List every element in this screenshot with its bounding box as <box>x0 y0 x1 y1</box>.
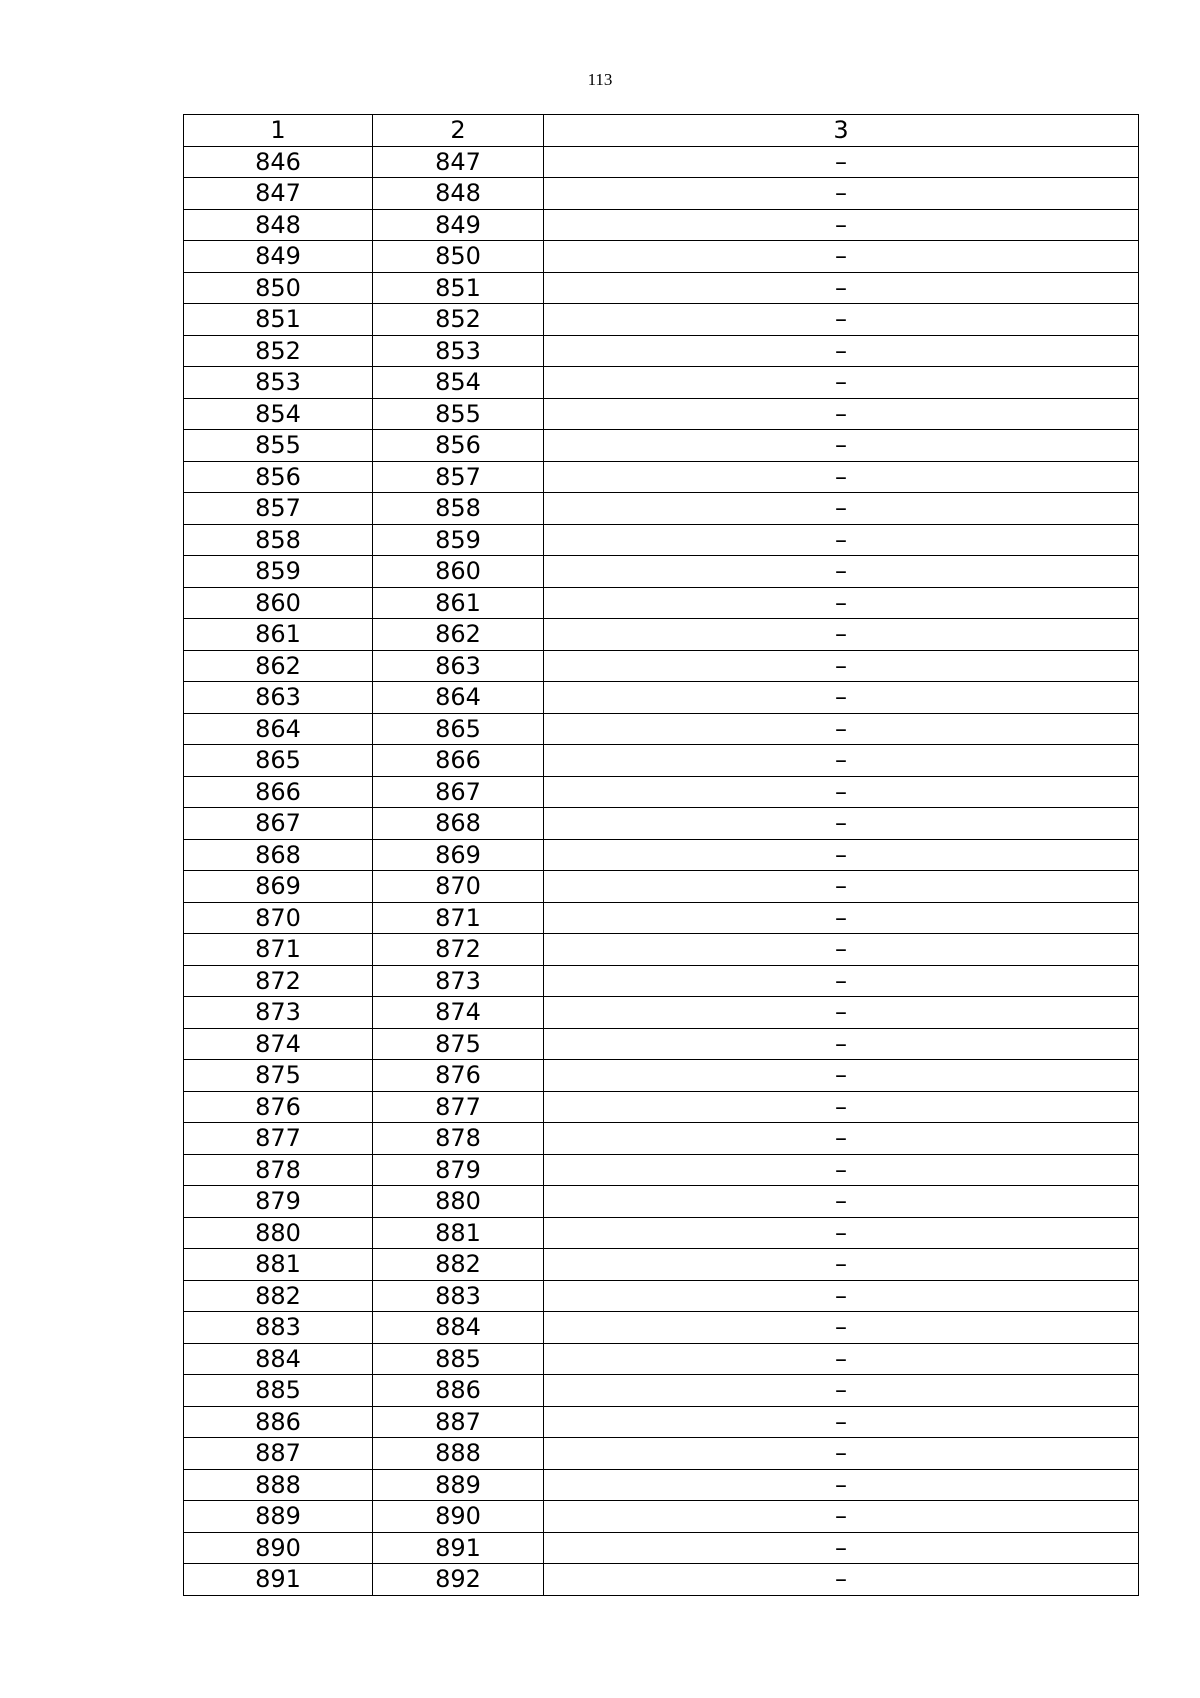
cell-col-3: – <box>544 902 1139 934</box>
cell-col-3: – <box>544 146 1139 178</box>
cell-col-1: 875 <box>184 1060 373 1092</box>
table-row <box>184 209 1139 241</box>
cell-col-1: 860 <box>184 587 373 619</box>
cell-col-3: – <box>544 1123 1139 1155</box>
cell-col-2: 883 <box>373 1280 544 1312</box>
cell-col-3: – <box>544 241 1139 273</box>
cell-col-3: – <box>544 619 1139 651</box>
table-row <box>184 745 1139 777</box>
cell-col-1: 853 <box>184 367 373 399</box>
cell-col-2: 891 <box>373 1532 544 1564</box>
table-row <box>184 1028 1139 1060</box>
cell-col-1: 874 <box>184 1028 373 1060</box>
cell-col-2: 859 <box>373 524 544 556</box>
cell-col-1: 884 <box>184 1343 373 1375</box>
table-row <box>184 430 1139 462</box>
cell-col-1: 871 <box>184 934 373 966</box>
column-header-2: 2 <box>373 115 544 147</box>
cell-col-3: – <box>544 1469 1139 1501</box>
cell-col-3: – <box>544 335 1139 367</box>
table-row <box>184 1249 1139 1281</box>
cell-col-2: 867 <box>373 776 544 808</box>
cell-col-1: 877 <box>184 1123 373 1155</box>
table-row <box>184 1060 1139 1092</box>
cell-col-3: – <box>544 1406 1139 1438</box>
cell-col-3: – <box>544 524 1139 556</box>
table-row <box>184 1343 1139 1375</box>
cell-col-2: 852 <box>373 304 544 336</box>
cell-col-3: – <box>544 209 1139 241</box>
cell-col-1: 854 <box>184 398 373 430</box>
cell-col-2: 880 <box>373 1186 544 1218</box>
cell-col-3: – <box>544 367 1139 399</box>
cell-col-1: 879 <box>184 1186 373 1218</box>
cell-col-1: 869 <box>184 871 373 903</box>
table-row <box>184 272 1139 304</box>
cell-col-2: 890 <box>373 1501 544 1533</box>
table-row <box>184 587 1139 619</box>
cell-col-3: – <box>544 272 1139 304</box>
cell-col-3: – <box>544 1060 1139 1092</box>
table-row <box>184 682 1139 714</box>
table-row <box>184 619 1139 651</box>
cell-col-2: 875 <box>373 1028 544 1060</box>
cell-col-2: 881 <box>373 1217 544 1249</box>
cell-col-3: – <box>544 1186 1139 1218</box>
table-header-row <box>184 115 1139 147</box>
cell-col-2: 886 <box>373 1375 544 1407</box>
table-row <box>184 902 1139 934</box>
cell-col-2: 865 <box>373 713 544 745</box>
cell-col-1: 872 <box>184 965 373 997</box>
cell-col-2: 853 <box>373 335 544 367</box>
cell-col-1: 873 <box>184 997 373 1029</box>
cell-col-3: – <box>544 1028 1139 1060</box>
table-row <box>184 1186 1139 1218</box>
table-row <box>184 1154 1139 1186</box>
cell-col-1: 846 <box>184 146 373 178</box>
cell-col-2: 847 <box>373 146 544 178</box>
data-table <box>183 114 1139 1596</box>
cell-col-1: 891 <box>184 1564 373 1596</box>
cell-col-1: 851 <box>184 304 373 336</box>
cell-col-2: 861 <box>373 587 544 619</box>
cell-col-3: – <box>544 1091 1139 1123</box>
table-row <box>184 304 1139 336</box>
cell-col-2: 860 <box>373 556 544 588</box>
table-row <box>184 146 1139 178</box>
column-header-3: 3 <box>544 115 1139 147</box>
table-row <box>184 1438 1139 1470</box>
table-row <box>184 650 1139 682</box>
cell-col-2: 889 <box>373 1469 544 1501</box>
cell-col-1: 848 <box>184 209 373 241</box>
table-row <box>184 556 1139 588</box>
cell-col-3: – <box>544 997 1139 1029</box>
table-row <box>184 1217 1139 1249</box>
cell-col-1: 876 <box>184 1091 373 1123</box>
cell-col-2: 866 <box>373 745 544 777</box>
cell-col-1: 855 <box>184 430 373 462</box>
cell-col-1: 858 <box>184 524 373 556</box>
cell-col-1: 889 <box>184 1501 373 1533</box>
cell-col-1: 864 <box>184 713 373 745</box>
cell-col-1: 867 <box>184 808 373 840</box>
cell-col-1: 880 <box>184 1217 373 1249</box>
cell-col-2: 868 <box>373 808 544 840</box>
table-row <box>184 178 1139 210</box>
cell-col-3: – <box>544 682 1139 714</box>
table-row <box>184 965 1139 997</box>
cell-col-3: – <box>544 776 1139 808</box>
table-row <box>184 1406 1139 1438</box>
cell-col-1: 882 <box>184 1280 373 1312</box>
cell-col-3: – <box>544 587 1139 619</box>
cell-col-2: 874 <box>373 997 544 1029</box>
table-row <box>184 493 1139 525</box>
table-row <box>184 1375 1139 1407</box>
table-row <box>184 997 1139 1029</box>
table-row <box>184 839 1139 871</box>
cell-col-2: 849 <box>373 209 544 241</box>
table-row <box>184 934 1139 966</box>
cell-col-2: 872 <box>373 934 544 966</box>
cell-col-2: 863 <box>373 650 544 682</box>
cell-col-3: – <box>544 556 1139 588</box>
cell-col-1: 857 <box>184 493 373 525</box>
cell-col-3: – <box>544 1217 1139 1249</box>
cell-col-3: – <box>544 1154 1139 1186</box>
cell-col-2: 878 <box>373 1123 544 1155</box>
table-row <box>184 1532 1139 1564</box>
table-row <box>184 871 1139 903</box>
table-row <box>184 1564 1139 1596</box>
table-row <box>184 808 1139 840</box>
table-row <box>184 1123 1139 1155</box>
cell-col-2: 871 <box>373 902 544 934</box>
cell-col-2: 877 <box>373 1091 544 1123</box>
cell-col-2: 848 <box>373 178 544 210</box>
table-row <box>184 398 1139 430</box>
cell-col-1: 861 <box>184 619 373 651</box>
cell-col-2: 855 <box>373 398 544 430</box>
table-row <box>184 1312 1139 1344</box>
cell-col-2: 879 <box>373 1154 544 1186</box>
cell-col-3: – <box>544 1501 1139 1533</box>
cell-col-2: 885 <box>373 1343 544 1375</box>
cell-col-2: 888 <box>373 1438 544 1470</box>
cell-col-1: 866 <box>184 776 373 808</box>
cell-col-1: 878 <box>184 1154 373 1186</box>
cell-col-2: 856 <box>373 430 544 462</box>
cell-col-1: 887 <box>184 1438 373 1470</box>
cell-col-1: 865 <box>184 745 373 777</box>
table-row <box>184 1469 1139 1501</box>
cell-col-3: – <box>544 871 1139 903</box>
cell-col-2: 858 <box>373 493 544 525</box>
cell-col-3: – <box>544 1280 1139 1312</box>
cell-col-2: 882 <box>373 1249 544 1281</box>
cell-col-2: 854 <box>373 367 544 399</box>
cell-col-1: 850 <box>184 272 373 304</box>
cell-col-2: 887 <box>373 1406 544 1438</box>
cell-col-1: 886 <box>184 1406 373 1438</box>
cell-col-3: – <box>544 934 1139 966</box>
table-row <box>184 367 1139 399</box>
cell-col-1: 852 <box>184 335 373 367</box>
table-body <box>184 146 1139 1595</box>
cell-col-3: – <box>544 1532 1139 1564</box>
cell-col-1: 881 <box>184 1249 373 1281</box>
cell-col-3: – <box>544 398 1139 430</box>
cell-col-2: 870 <box>373 871 544 903</box>
cell-col-2: 873 <box>373 965 544 997</box>
cell-col-1: 868 <box>184 839 373 871</box>
cell-col-3: – <box>544 965 1139 997</box>
cell-col-3: – <box>544 1375 1139 1407</box>
cell-col-2: 884 <box>373 1312 544 1344</box>
cell-col-3: – <box>544 1438 1139 1470</box>
cell-col-1: 849 <box>184 241 373 273</box>
cell-col-2: 892 <box>373 1564 544 1596</box>
cell-col-2: 876 <box>373 1060 544 1092</box>
cell-col-3: – <box>544 745 1139 777</box>
table-row <box>184 1091 1139 1123</box>
cell-col-2: 850 <box>373 241 544 273</box>
cell-col-1: 870 <box>184 902 373 934</box>
cell-col-3: – <box>544 808 1139 840</box>
cell-col-3: – <box>544 493 1139 525</box>
cell-col-1: 888 <box>184 1469 373 1501</box>
page-number: 113 <box>587 70 613 89</box>
cell-col-3: – <box>544 430 1139 462</box>
cell-col-3: – <box>544 1343 1139 1375</box>
cell-col-1: 847 <box>184 178 373 210</box>
cell-col-1: 890 <box>184 1532 373 1564</box>
column-header-1: 1 <box>184 115 373 147</box>
cell-col-3: – <box>544 713 1139 745</box>
cell-col-3: – <box>544 650 1139 682</box>
cell-col-1: 885 <box>184 1375 373 1407</box>
cell-col-1: 883 <box>184 1312 373 1344</box>
cell-col-3: – <box>544 1249 1139 1281</box>
cell-col-1: 863 <box>184 682 373 714</box>
cell-col-3: – <box>544 839 1139 871</box>
cell-col-1: 859 <box>184 556 373 588</box>
table-row <box>184 776 1139 808</box>
cell-col-2: 869 <box>373 839 544 871</box>
cell-col-1: 856 <box>184 461 373 493</box>
cell-col-3: – <box>544 1312 1139 1344</box>
cell-col-3: – <box>544 304 1139 336</box>
cell-col-2: 851 <box>373 272 544 304</box>
table-row <box>184 461 1139 493</box>
table-row <box>184 713 1139 745</box>
table-row <box>184 335 1139 367</box>
cell-col-3: – <box>544 461 1139 493</box>
table-row <box>184 241 1139 273</box>
table-row <box>184 1280 1139 1312</box>
cell-col-2: 857 <box>373 461 544 493</box>
cell-col-2: 864 <box>373 682 544 714</box>
table-row <box>184 1501 1139 1533</box>
table-row <box>184 524 1139 556</box>
cell-col-2: 862 <box>373 619 544 651</box>
cell-col-3: – <box>544 1564 1139 1596</box>
cell-col-3: – <box>544 178 1139 210</box>
cell-col-1: 862 <box>184 650 373 682</box>
